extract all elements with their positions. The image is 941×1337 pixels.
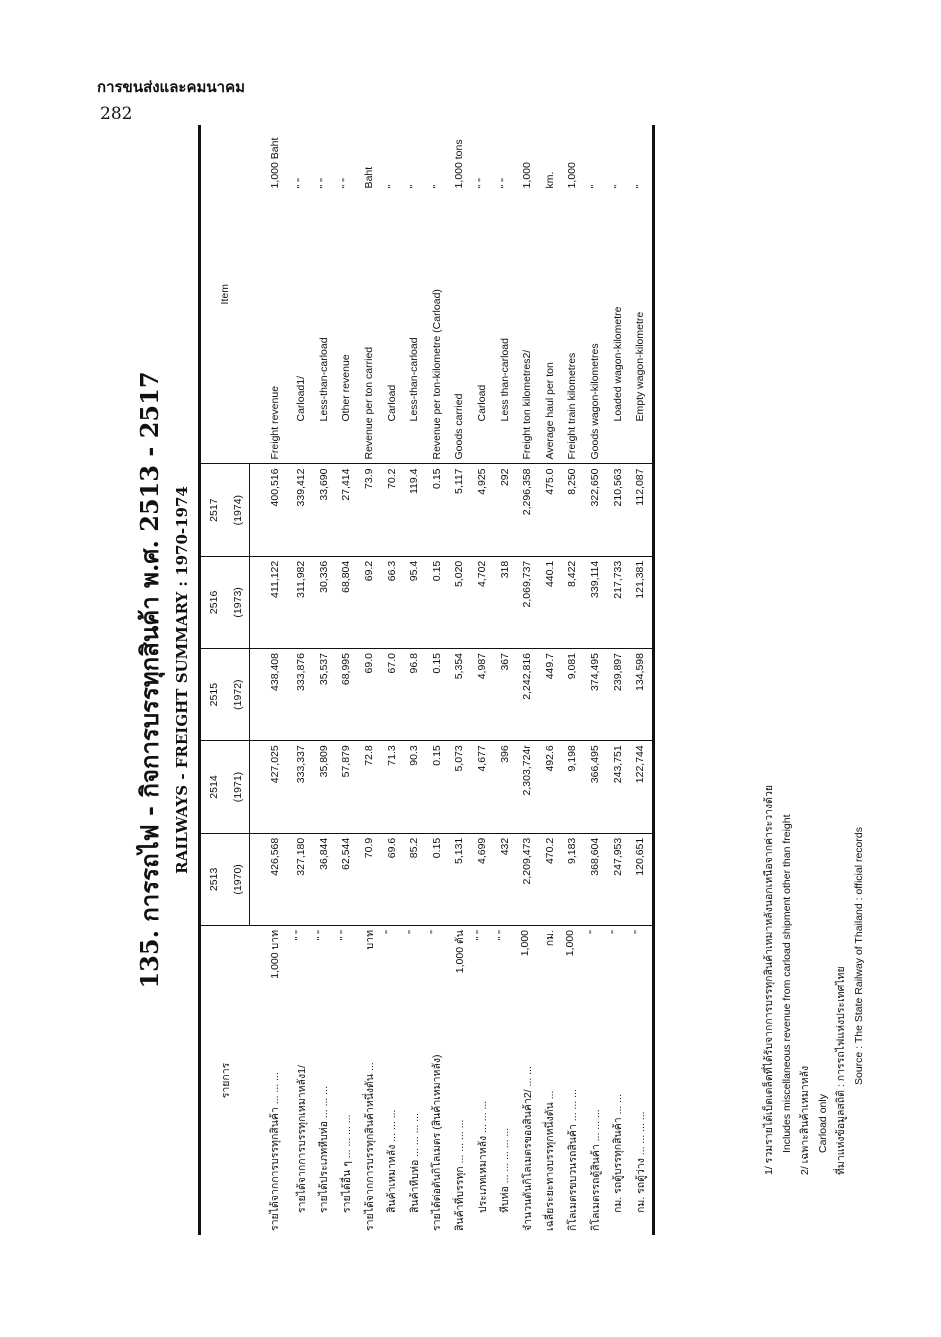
value-cell: 69.2 — [358, 556, 381, 648]
value-cell: 411,122 — [250, 556, 291, 648]
value-cell: 8,422 — [561, 556, 584, 648]
value-cell: 374,495 — [584, 649, 607, 741]
row-label-english: Goods carried — [453, 393, 466, 460]
header-year-be: 2516 — [200, 556, 228, 648]
value-cell: 68,804 — [335, 556, 358, 648]
value-cell: 4,677 — [471, 741, 494, 834]
value-cell: 8,250 — [561, 464, 584, 556]
value-cell: 210,563 — [606, 464, 629, 556]
row-label-english: Goods wagon-kilometres — [589, 343, 602, 460]
value-cell: 66.3 — [380, 556, 403, 648]
value-cell: 35,537 — [313, 649, 336, 741]
row-unit-thai: 1,000 — [563, 930, 576, 957]
row-unit-thai: " — [631, 930, 644, 934]
row-unit-thai: " — [609, 930, 622, 934]
row-label-english: Carload — [476, 384, 489, 422]
value-cell: 122,744 — [629, 741, 653, 834]
value-cell: 0.15 — [426, 649, 449, 741]
value-cell: 71.3 — [380, 741, 403, 834]
row-label-thai — [448, 926, 471, 1236]
row-unit-thai: " " — [315, 930, 328, 941]
value-cell: 333,876 — [290, 649, 313, 741]
row-unit-english: " — [589, 184, 602, 189]
header-year-ce: (1974) — [227, 464, 250, 556]
header-year-ce: (1971) — [227, 741, 250, 834]
row-label-thai — [426, 926, 449, 1236]
row-label-thai-text: เฉลี่ยระยะทางบรรทุกหนึ่งตัน ... — [544, 1090, 557, 1231]
header-year-ce: (1972) — [227, 649, 250, 741]
footnote-1-thai: 1/ รวมรายได้เบ็ดเตล็ดที่ได้รับจากการบรรทุกสินค้าเหมาหลังนอกเหนือจากค่าระวางด้วย — [763, 784, 775, 1175]
row-unit-thai: 1,000 — [518, 930, 531, 957]
value-cell: 4,987 — [471, 649, 494, 741]
row-unit-english: " " — [340, 178, 353, 189]
rotated-table-page — [130, 125, 865, 1235]
row-label-thai-text: กิโลเมตรขบวนรถสินค้า ... ... ... — [566, 1089, 579, 1231]
value-cell: 492.6 — [539, 741, 562, 834]
value-cell: 119.4 — [403, 464, 426, 556]
value-cell: 339,412 — [290, 464, 313, 556]
value-cell: 62,544 — [335, 833, 358, 925]
row-label-thai — [358, 926, 381, 1236]
value-cell: 5,073 — [448, 741, 471, 834]
row-unit-thai: " " — [337, 930, 350, 941]
freight-summary-table — [198, 125, 655, 1235]
value-cell: 247,953 — [606, 833, 629, 925]
row-label-thai — [606, 926, 629, 1236]
row-label-thai-text: กม. รถตู้ว่าง ... ... ... ... — [634, 1111, 647, 1213]
value-cell: 70.2 — [380, 464, 403, 556]
value-cell: 134,598 — [629, 649, 653, 741]
value-cell: 2,242,816 — [516, 649, 539, 741]
row-label-thai-text: สินค้าเหมาหลัง ... ... ... — [386, 1109, 399, 1213]
row-label-english: Less than-carload — [498, 338, 511, 422]
row-unit-english: Baht — [363, 166, 376, 189]
value-cell: 96.8 — [403, 649, 426, 741]
row-label-thai — [561, 926, 584, 1236]
header-item-english: Item — [219, 284, 232, 305]
value-cell: 4,702 — [471, 556, 494, 648]
value-cell: 85.2 — [403, 833, 426, 925]
row-label-thai-text: ประเภทเหมาหลัง ... ... ... — [476, 1100, 489, 1213]
row-unit-english: " " — [476, 178, 489, 189]
row-label-thai-text: สินค้าที่บรรทุก ... ... ... ... — [453, 1119, 466, 1231]
table-row — [313, 125, 336, 1235]
value-cell: 2,296,358 — [516, 464, 539, 556]
row-unit-thai: " — [405, 930, 418, 934]
table-row — [250, 125, 291, 1235]
value-cell: 2,209,473 — [516, 833, 539, 925]
value-cell: 30,336 — [313, 556, 336, 648]
value-cell: 120,651 — [629, 833, 653, 925]
header-row-years — [200, 125, 228, 1235]
row-unit-english: km. — [543, 171, 556, 189]
row-label-thai — [493, 926, 516, 1236]
source-thai: ที่มาแห่งข้อมูลสถิติ : การรถไฟแห่งประเทศไทย — [835, 966, 847, 1175]
row-label-english: Other revenue — [340, 354, 353, 422]
row-unit-english: " — [430, 184, 443, 189]
row-unit-thai: 1,000 บาท — [269, 930, 282, 979]
value-cell: 366,495 — [584, 741, 607, 834]
row-unit-thai: บาท — [363, 930, 376, 950]
value-cell: 368,604 — [584, 833, 607, 925]
header-year-be: 2517 — [200, 464, 228, 556]
value-cell: 68,995 — [335, 649, 358, 741]
value-cell: 239,897 — [606, 649, 629, 741]
table-row — [606, 125, 629, 1235]
table-row — [471, 125, 494, 1235]
value-cell: 322,650 — [584, 464, 607, 556]
value-cell: 449.7 — [539, 649, 562, 741]
row-label-english: Loaded wagon-kilometre — [611, 306, 624, 422]
table-row — [516, 125, 539, 1235]
value-cell: 35,809 — [313, 741, 336, 834]
value-cell: 57,879 — [335, 741, 358, 834]
value-cell: 4,699 — [471, 833, 494, 925]
header-year-ce: (1973) — [227, 556, 250, 648]
row-label-thai — [516, 926, 539, 1236]
value-cell: 243,751 — [606, 741, 629, 834]
row-label-english: Revenue per ton carried — [363, 346, 376, 460]
row-unit-thai: " " — [496, 930, 509, 941]
value-cell: 9,198 — [561, 741, 584, 834]
row-unit-english: 1,000 — [566, 162, 579, 189]
value-cell: 0.15 — [426, 833, 449, 925]
row-unit-english: " " — [295, 178, 308, 189]
row-label-thai — [290, 926, 313, 1236]
header-year-be: 2515 — [200, 649, 228, 741]
row-unit-thai: " " — [292, 930, 305, 941]
value-cell: 333,337 — [290, 741, 313, 834]
value-cell: 27,414 — [335, 464, 358, 556]
value-cell: 5,020 — [448, 556, 471, 648]
value-cell: 9,081 — [561, 649, 584, 741]
header-year-ce: (1970) — [227, 833, 250, 925]
value-cell: 0.15 — [426, 556, 449, 648]
row-unit-english: 1,000 tons — [453, 139, 466, 189]
value-cell: 90.3 — [403, 741, 426, 834]
row-unit-thai: กม. — [544, 930, 557, 947]
row-label-thai — [584, 926, 607, 1236]
row-label-thai-text: รายได้จากการบรรทุกสินค้าหนึ่งตัน ... — [363, 1062, 376, 1231]
value-cell: 72.8 — [358, 741, 381, 834]
row-label-thai — [403, 926, 426, 1236]
row-label-thai — [380, 926, 403, 1236]
table-title-english: RAILWAYS - FREIGHT SUMMARY : 1970-1974 — [173, 486, 191, 874]
value-cell: 5,354 — [448, 649, 471, 741]
row-label-thai-text: หีบห่อ ... ... ... ... ... — [499, 1127, 512, 1213]
value-cell: 36,844 — [313, 833, 336, 925]
footnote-1-english: Includes miscellaneous revenue from carload shipment other than freight — [781, 814, 793, 1153]
value-cell: 470.2 — [539, 833, 562, 925]
row-unit-english: " — [611, 184, 624, 189]
value-cell: 432 — [493, 833, 516, 925]
header-year-be: 2513 — [200, 833, 228, 925]
title-block — [130, 125, 191, 1235]
row-label-english: Carload1/ — [295, 375, 308, 422]
value-cell: 73.9 — [358, 464, 381, 556]
value-cell: 339,114 — [584, 556, 607, 648]
row-label-english: Less-than-carload — [408, 337, 421, 422]
footnote-2-thai: 2/ เฉพาะสินค้าเหมาหลัง — [799, 1065, 811, 1175]
row-label-english: Empty wagon-kilometre — [629, 192, 653, 464]
row-unit-english: " " — [317, 178, 330, 189]
table-row — [290, 125, 313, 1235]
value-cell: 9,183 — [561, 833, 584, 925]
row-label-english: Freight train kilometres — [566, 352, 579, 460]
value-cell: 2,069,737 — [516, 556, 539, 648]
row-unit-english: " — [629, 125, 653, 192]
value-cell: 69.6 — [380, 833, 403, 925]
row-label-thai-text: จำนวนตันกิโลเมตรของสินค้า2/ ... ... — [521, 1066, 534, 1231]
value-cell: 95.4 — [403, 556, 426, 648]
value-cell: 440.1 — [539, 556, 562, 648]
row-unit-english: " — [408, 184, 421, 189]
row-unit-english: 1,000 — [521, 162, 534, 189]
value-cell: 400,516 — [250, 464, 291, 556]
row-label-thai-text: รายได้ต่อตันกิโลเมตร (สินค้าเหมาหลัง) — [431, 1054, 444, 1231]
row-unit-thai: " — [383, 930, 396, 934]
value-cell: 318 — [493, 556, 516, 648]
footnotes — [760, 275, 868, 1175]
value-cell: 438,408 — [250, 649, 291, 741]
row-unit-thai: " — [586, 930, 599, 934]
table-row — [358, 125, 381, 1235]
row-label-thai-text: สินค้าหีบห่อ ... ... ... ... — [408, 1113, 421, 1213]
row-label-thai — [629, 926, 653, 1236]
table-row — [335, 125, 358, 1235]
row-label-thai — [471, 926, 494, 1236]
table-row — [448, 125, 471, 1235]
row-label-thai — [313, 926, 336, 1236]
row-label-thai-text: รายได้จากการบรรทุกเหมาหลัง1/ — [295, 1065, 308, 1213]
row-label-thai-text: รายได้ประเภทหีบห่อ ... ... ... — [318, 1086, 331, 1213]
table-row — [493, 125, 516, 1235]
value-cell: 69.0 — [358, 649, 381, 741]
value-cell: 70.9 — [358, 833, 381, 925]
table-row — [539, 125, 562, 1235]
value-cell: 5,131 — [448, 833, 471, 925]
table-row — [561, 125, 584, 1235]
row-label-thai — [250, 926, 291, 1236]
table-body — [250, 125, 654, 1235]
value-cell: 367 — [493, 649, 516, 741]
value-cell: 2,303,724r — [516, 741, 539, 834]
value-cell: 292 — [493, 464, 516, 556]
row-label-thai-text: กม. รถตู้บรรทุกสินค้า ... ... — [612, 1094, 625, 1213]
row-unit-thai: " " — [473, 930, 486, 941]
header-item-thai: รายการ — [200, 926, 250, 1236]
table-row — [380, 125, 403, 1235]
value-cell: 327,180 — [290, 833, 313, 925]
value-cell: 311,982 — [290, 556, 313, 648]
page-number: 282 — [100, 104, 133, 124]
row-label-english: Freight ton kilometres2/ — [521, 349, 534, 460]
row-unit-english: " — [385, 184, 398, 189]
row-label-thai-text: รายได้อื่น ๆ ... ... ... ... — [340, 1114, 353, 1213]
row-unit-thai: 1,000 ตัน — [453, 930, 466, 974]
table-row — [629, 125, 653, 1235]
running-head: การขนส่งและคมนาคม — [97, 78, 245, 96]
value-cell: 4,925 — [471, 464, 494, 556]
row-label-thai-text: รายได้จากการบรรทุกสินค้า ... ... ... — [269, 1072, 282, 1231]
value-cell: 217,733 — [606, 556, 629, 648]
value-cell: 0.15 — [426, 464, 449, 556]
value-cell: 67.0 — [380, 649, 403, 741]
table-title-thai: 135. การรถไฟ - กิจการบรรทุกสินค้า พ.ศ. 2513 - 2517 — [135, 371, 164, 989]
row-unit-english: " " — [498, 178, 511, 189]
table-row — [403, 125, 426, 1235]
value-cell: 426,568 — [250, 833, 291, 925]
value-cell: 33,690 — [313, 464, 336, 556]
source-english: Source : The State Railway of Thailand : official records — [853, 827, 865, 1085]
row-unit-thai: " — [428, 930, 441, 934]
row-label-english: Freight revenue — [268, 385, 281, 460]
row-label-thai-text: กิโลเมตรรถตู้สินค้า ... ... ... — [589, 1109, 602, 1231]
row-label-english: Revenue per ton-kilometre (Carload) — [430, 289, 443, 460]
table-row — [426, 125, 449, 1235]
row-label-english: Less-than-carload — [317, 337, 330, 422]
row-label-thai — [539, 926, 562, 1236]
header-year-be: 2514 — [200, 741, 228, 834]
value-cell: 112,087 — [629, 464, 653, 556]
row-label-thai — [335, 926, 358, 1236]
table-row — [584, 125, 607, 1235]
footnote-2-english: Carload only — [817, 1094, 829, 1153]
value-cell: 0.15 — [426, 741, 449, 834]
value-cell: 121,381 — [629, 556, 653, 648]
value-cell: 427,025 — [250, 741, 291, 834]
value-cell: 5,117 — [448, 464, 471, 556]
value-cell: 396 — [493, 741, 516, 834]
row-label-english: Average haul per ton — [543, 362, 556, 460]
row-label-english: Carload — [385, 384, 398, 422]
value-cell: 475.0 — [539, 464, 562, 556]
row-unit-english: 1,000 Baht — [268, 137, 281, 189]
